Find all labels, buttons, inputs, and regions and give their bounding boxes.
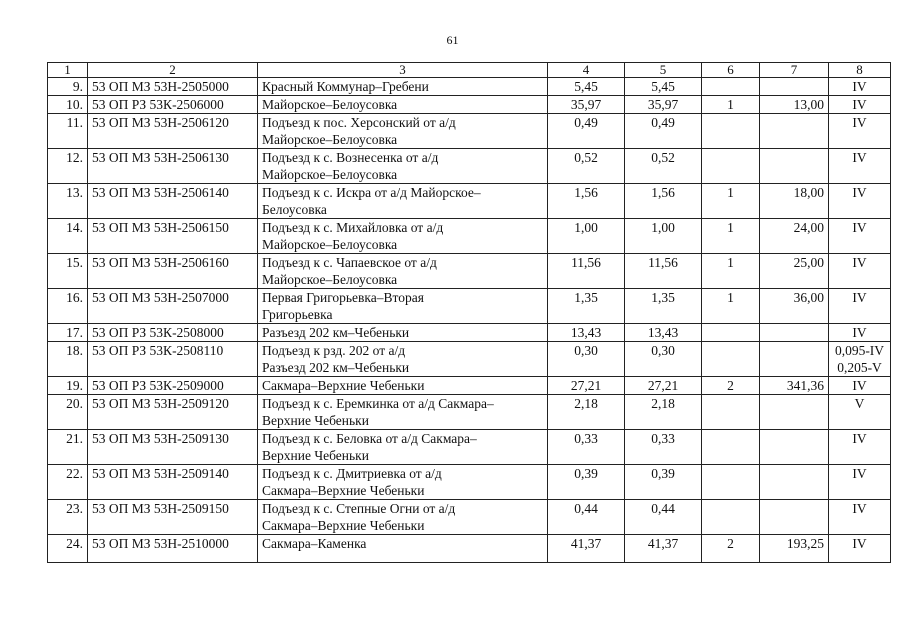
header-cell: 6 <box>702 63 760 78</box>
category-line: IV <box>852 115 867 130</box>
row-number-cell: 13. <box>48 184 88 219</box>
row-number-cell: 12. <box>48 149 88 184</box>
header-cell: 5 <box>625 63 702 78</box>
category-cell <box>829 219 891 254</box>
header-cell: 2 <box>88 63 258 78</box>
category-cell <box>829 324 891 342</box>
road-name-line: Майорское–Белоусовка <box>262 167 398 182</box>
bridges-length-cell <box>760 78 829 96</box>
page-number: 61 <box>446 33 459 47</box>
length-cell: 27,21 <box>625 377 702 395</box>
bridges-count-cell <box>702 430 760 465</box>
category-cell <box>829 395 891 430</box>
header-cell: 1 <box>48 63 88 78</box>
table-row <box>48 535 891 563</box>
road-name-line: Подъезд к с. Беловка от а/д Сакмара– <box>262 431 477 446</box>
header-cell: 4 <box>548 63 625 78</box>
bridges-length-cell <box>760 342 829 377</box>
category-cell <box>829 149 891 184</box>
length-total-cell: 1,35 <box>548 289 625 324</box>
road-code-cell: 53 ОП МЗ 53Н-2505000 <box>88 78 258 96</box>
category-line: IV <box>852 220 867 235</box>
category-line: IV <box>852 378 867 393</box>
header-row <box>48 63 891 78</box>
row-number-cell: 11. <box>48 114 88 149</box>
bridges-length-cell: 13,00 <box>760 96 829 114</box>
road-code-cell: 53 ОП МЗ 53Н-2509120 <box>88 395 258 430</box>
road-name-line: Сакмара–Каменка <box>262 536 367 551</box>
length-cell: 0,49 <box>625 114 702 149</box>
bridges-length-cell: 193,25 <box>760 535 829 563</box>
road-name-cell <box>258 342 548 377</box>
category-line: 0,205-V <box>837 360 882 375</box>
road-name-line: Майорское–Белоусовка <box>262 132 398 147</box>
length-total-cell: 5,45 <box>548 78 625 96</box>
category-line: IV <box>852 466 867 481</box>
row-number-cell: 20. <box>48 395 88 430</box>
road-name-cell <box>258 535 548 563</box>
bridges-count-cell: 1 <box>702 289 760 324</box>
length-total-cell: 1,00 <box>548 219 625 254</box>
table-row <box>48 149 891 184</box>
length-total-cell: 0,49 <box>548 114 625 149</box>
category-cell <box>829 254 891 289</box>
row-number-cell: 9. <box>48 78 88 96</box>
road-name-line: Верхние Чебеньки <box>262 448 369 463</box>
row-number-cell: 17. <box>48 324 88 342</box>
bridges-length-cell <box>760 465 829 500</box>
road-name-cell <box>258 395 548 430</box>
bridges-count-cell: 1 <box>702 184 760 219</box>
bridges-length-cell: 24,00 <box>760 219 829 254</box>
road-name-line: Подъезд к с. Еремкинка от а/д Сакмара– <box>262 396 494 411</box>
category-cell <box>829 535 891 563</box>
road-name-line: Григорьевка <box>262 307 333 322</box>
length-cell: 5,45 <box>625 78 702 96</box>
road-name-line: Подъезд к с. Искра от а/д Майорское– <box>262 185 481 200</box>
road-code-cell: 53 ОП МЗ 53Н-2507000 <box>88 289 258 324</box>
road-code-cell: 53 ОП МЗ 53Н-2506160 <box>88 254 258 289</box>
length-total-cell: 35,97 <box>548 96 625 114</box>
category-line: IV <box>852 290 867 305</box>
table-row <box>48 219 891 254</box>
length-total-cell: 41,37 <box>548 535 625 563</box>
length-total-cell: 0,33 <box>548 430 625 465</box>
bridges-length-cell <box>760 395 829 430</box>
road-name-line: Подъезд к пос. Херсонский от а/д <box>262 115 456 130</box>
category-cell <box>829 78 891 96</box>
bridges-length-cell: 341,36 <box>760 377 829 395</box>
road-name-line: Подъезд к с. Михайловка от а/д <box>262 220 444 235</box>
category-line: IV <box>852 185 867 200</box>
road-name-cell <box>258 219 548 254</box>
table-row <box>48 430 891 465</box>
roads-table <box>47 62 891 563</box>
bridges-count-cell: 2 <box>702 377 760 395</box>
table-row <box>48 342 891 377</box>
bridges-length-cell: 18,00 <box>760 184 829 219</box>
road-name-cell <box>258 114 548 149</box>
category-cell <box>829 500 891 535</box>
length-cell: 41,37 <box>625 535 702 563</box>
category-line: IV <box>852 325 867 340</box>
bridges-length-cell <box>760 500 829 535</box>
table-row <box>48 184 891 219</box>
bridges-count-cell <box>702 149 760 184</box>
road-name-cell <box>258 96 548 114</box>
road-name-cell <box>258 254 548 289</box>
road-name-cell <box>258 500 548 535</box>
road-name-cell <box>258 149 548 184</box>
road-code-cell: 53 ОП РЗ 53К-2509000 <box>88 377 258 395</box>
category-line: V <box>854 396 865 411</box>
category-line: IV <box>852 431 867 446</box>
length-cell: 35,97 <box>625 96 702 114</box>
road-name-cell <box>258 430 548 465</box>
header-cell: 3 <box>258 63 548 78</box>
bridges-length-cell <box>760 149 829 184</box>
road-name-line: Красный Коммунар–Гребени <box>262 79 429 94</box>
table-row <box>48 395 891 430</box>
length-total-cell: 27,21 <box>548 377 625 395</box>
row-number-cell: 24. <box>48 535 88 563</box>
road-code-cell: 53 ОП МЗ 53Н-2510000 <box>88 535 258 563</box>
road-name-cell <box>258 184 548 219</box>
road-name-line: Подъезд к рзд. 202 от а/д <box>262 343 406 358</box>
bridges-count-cell: 1 <box>702 254 760 289</box>
category-line: IV <box>852 255 867 270</box>
bridges-count-cell <box>702 342 760 377</box>
length-total-cell: 11,56 <box>548 254 625 289</box>
length-total-cell: 0,52 <box>548 149 625 184</box>
category-cell <box>829 96 891 114</box>
category-cell <box>829 342 891 377</box>
road-name-line: Майорское–Белоусовка <box>262 272 398 287</box>
length-total-cell: 13,43 <box>548 324 625 342</box>
length-total-cell: 1,56 <box>548 184 625 219</box>
road-name-line: Подъезд к с. Вознесенка от а/д <box>262 150 439 165</box>
road-name-cell <box>258 78 548 96</box>
table-row <box>48 78 891 96</box>
bridges-length-cell <box>760 114 829 149</box>
road-name-line: Подъезд к с. Дмитриевка от а/д <box>262 466 442 481</box>
road-name-line: Белоусовка <box>262 202 327 217</box>
row-number-cell: 19. <box>48 377 88 395</box>
length-cell: 0,52 <box>625 149 702 184</box>
length-total-cell: 0,30 <box>548 342 625 377</box>
bridges-length-cell <box>760 324 829 342</box>
road-name-cell <box>258 377 548 395</box>
road-code-cell: 53 ОП МЗ 53Н-2509150 <box>88 500 258 535</box>
road-name-line: Майорское–Белоусовка <box>262 97 398 112</box>
row-number-cell: 21. <box>48 430 88 465</box>
category-cell <box>829 465 891 500</box>
table-row <box>48 289 891 324</box>
header-cell: 8 <box>829 63 891 78</box>
row-number-cell: 22. <box>48 465 88 500</box>
row-number-cell: 18. <box>48 342 88 377</box>
row-number-cell: 23. <box>48 500 88 535</box>
length-cell: 0,44 <box>625 500 702 535</box>
bridges-count-cell <box>702 78 760 96</box>
length-cell: 0,30 <box>625 342 702 377</box>
bridges-count-cell <box>702 465 760 500</box>
road-name-line: Верхние Чебеньки <box>262 413 369 428</box>
category-cell <box>829 114 891 149</box>
length-total-cell: 0,39 <box>548 465 625 500</box>
table-row <box>48 465 891 500</box>
road-code-cell: 53 ОП МЗ 53Н-2506120 <box>88 114 258 149</box>
row-number-cell: 14. <box>48 219 88 254</box>
road-name-cell <box>258 289 548 324</box>
category-cell <box>829 377 891 395</box>
road-code-cell: 53 ОП МЗ 53Н-2506130 <box>88 149 258 184</box>
road-code-cell: 53 ОП МЗ 53Н-2509130 <box>88 430 258 465</box>
road-name-line: Сакмара–Верхние Чебеньки <box>262 483 425 498</box>
road-code-cell: 53 ОП МЗ 53Н-2506140 <box>88 184 258 219</box>
road-code-cell: 53 ОП РЗ 53К-2508000 <box>88 324 258 342</box>
category-line: 0,095-IV <box>834 343 885 358</box>
length-cell: 0,39 <box>625 465 702 500</box>
bridges-count-cell <box>702 114 760 149</box>
road-name-line: Сакмара–Верхние Чебеньки <box>262 518 425 533</box>
length-cell: 1,35 <box>625 289 702 324</box>
length-total-cell: 2,18 <box>548 395 625 430</box>
road-name-line: Подъезд к с. Чапаевское от а/д <box>262 255 437 270</box>
road-name-line: Майорское–Белоусовка <box>262 237 398 252</box>
road-code-cell: 53 ОП МЗ 53Н-2506150 <box>88 219 258 254</box>
bridges-count-cell: 1 <box>702 96 760 114</box>
road-name-line: Разъезд 202 км–Чебеньки <box>262 360 410 375</box>
table-row <box>48 254 891 289</box>
length-cell: 1,56 <box>625 184 702 219</box>
bridges-count-cell: 2 <box>702 535 760 563</box>
length-cell: 0,33 <box>625 430 702 465</box>
category-cell <box>829 184 891 219</box>
table-row <box>48 500 891 535</box>
road-code-cell: 53 ОП МЗ 53Н-2509140 <box>88 465 258 500</box>
row-number-cell: 15. <box>48 254 88 289</box>
table-row <box>48 96 891 114</box>
bridges-length-cell: 25,00 <box>760 254 829 289</box>
bridges-length-cell <box>760 430 829 465</box>
category-cell <box>829 289 891 324</box>
road-name-line: Первая Григорьевка–Вторая <box>262 290 424 305</box>
road-code-cell: 53 ОП РЗ 53К-2508110 <box>88 342 258 377</box>
bridges-count-cell <box>702 324 760 342</box>
length-total-cell: 0,44 <box>548 500 625 535</box>
road-name-line: Сакмара–Верхние Чебеньки <box>262 378 425 393</box>
length-cell: 11,56 <box>625 254 702 289</box>
road-name-line: Разъезд 202 км–Чебеньки <box>262 325 410 340</box>
bridges-count-cell <box>702 500 760 535</box>
road-name-line: Подъезд к с. Степные Огни от а/д <box>262 501 456 516</box>
category-line: IV <box>852 97 867 112</box>
table-row <box>48 324 891 342</box>
table-row <box>48 377 891 395</box>
table-row <box>48 114 891 149</box>
road-name-cell <box>258 465 548 500</box>
header-cell: 7 <box>760 63 829 78</box>
row-number-cell: 16. <box>48 289 88 324</box>
category-cell <box>829 430 891 465</box>
bridges-length-cell: 36,00 <box>760 289 829 324</box>
length-cell: 2,18 <box>625 395 702 430</box>
length-cell: 1,00 <box>625 219 702 254</box>
row-number-cell: 10. <box>48 96 88 114</box>
category-line: IV <box>852 79 867 94</box>
category-line: IV <box>852 501 867 516</box>
road-name-cell <box>258 324 548 342</box>
length-cell: 13,43 <box>625 324 702 342</box>
bridges-count-cell <box>702 395 760 430</box>
bridges-count-cell: 1 <box>702 219 760 254</box>
category-line: IV <box>852 536 867 551</box>
category-line: IV <box>852 150 867 165</box>
road-code-cell: 53 ОП РЗ 53К-2506000 <box>88 96 258 114</box>
